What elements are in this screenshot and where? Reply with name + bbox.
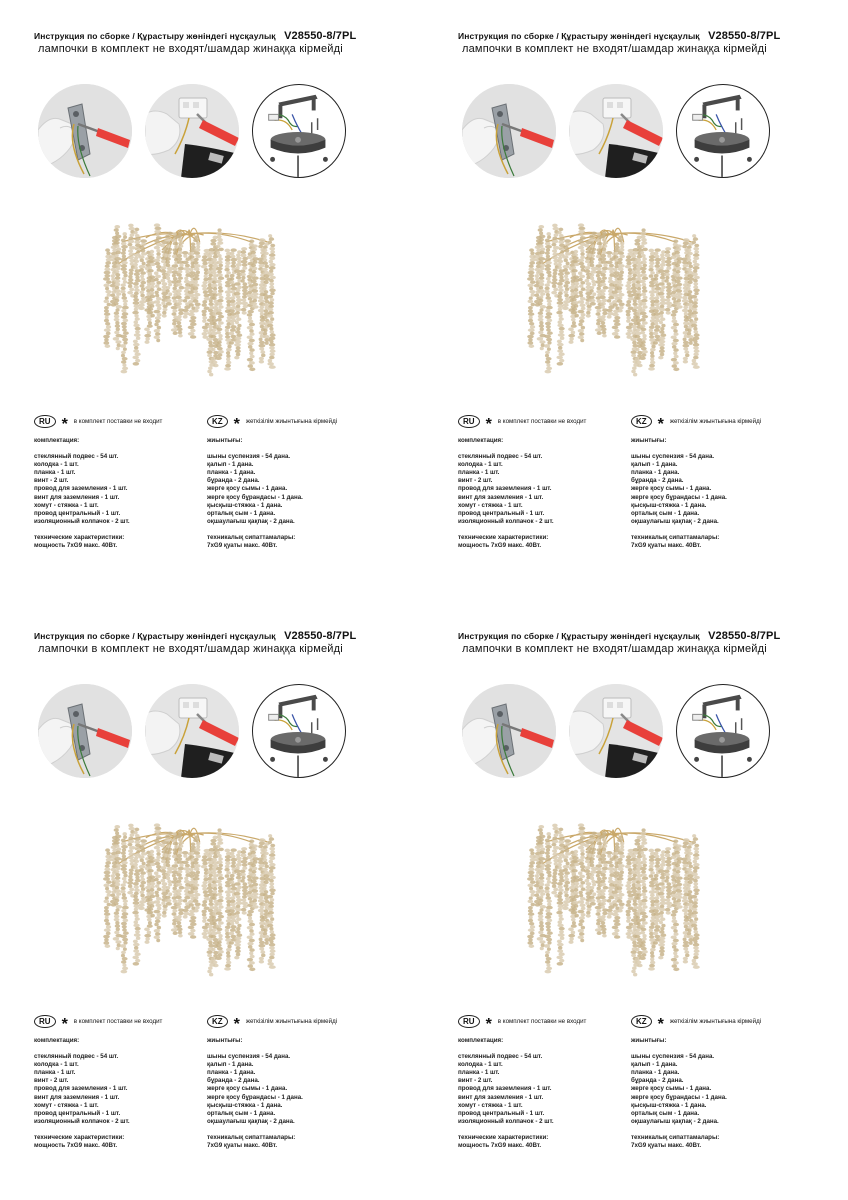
list-item: жерге қосу бұрандасы - 1 дана. (631, 1093, 727, 1101)
kz-contents-heading: жиынтығы: (207, 437, 243, 444)
ru-contents-heading: комплектация: (458, 437, 504, 444)
chandelier-image (524, 805, 704, 980)
ru-contents-heading: комплектация: (34, 1037, 80, 1044)
list-item: винт для заземления - 1 шт. (458, 493, 544, 501)
step-image-ground-wire (462, 84, 556, 178)
list-item: орталық сым - 1 дана. (631, 509, 700, 517)
ru-badge: RU (34, 1015, 56, 1028)
list-item: бұранда - 2 дана. (631, 1077, 684, 1085)
instruction-panel (0, 600, 424, 1200)
list-item: провод центральный - 1 шт. (458, 509, 545, 517)
list-item: изоляционный колпачок - 2 шт. (458, 1117, 554, 1125)
step-image-ground-wire (462, 684, 556, 778)
list-item: шыны суспензия - 54 дана. (631, 1053, 715, 1061)
list-item: планка - 1 шт. (458, 1069, 500, 1077)
list-item: шыны суспензия - 54 дана. (207, 453, 291, 461)
kz-badge: KZ (631, 415, 652, 428)
list-item: орталық сым - 1 дана. (207, 1109, 276, 1117)
model-number: V28550-8/7PL (708, 630, 781, 642)
kz-spec-value: 7хG9 қуаты макс. 40Вт. (631, 1142, 702, 1150)
kz-contents (207, 437, 303, 550)
step-image-mounting (676, 684, 770, 778)
asterisk-icon: * (485, 1015, 492, 1033)
kz-contents-heading: жиынтығы: (207, 1037, 243, 1044)
list-item: бұранда - 2 дана. (207, 1077, 260, 1085)
asterisk-icon: * (233, 1015, 240, 1033)
asterisk-icon: * (233, 415, 240, 433)
panel-title (34, 30, 356, 42)
list-item: провод для заземления - 1 шт. (458, 485, 552, 493)
kz-spec-value: 7хG9 қуаты макс. 40Вт. (631, 542, 702, 550)
list-item: винт для заземления - 1 шт. (458, 1093, 544, 1101)
kz-badge: KZ (631, 1015, 652, 1028)
kz-note-row (207, 415, 338, 433)
list-item: жерге қосу сымы - 1 дана. (631, 485, 712, 493)
kz-contents (631, 1037, 727, 1150)
list-item: планка - 1 дана. (207, 469, 256, 477)
list-item: планка - 1 дана. (207, 1069, 256, 1077)
list-item: қалып - 1 дана. (207, 1061, 254, 1069)
list-item: орталық сым - 1 дана. (631, 1109, 700, 1117)
ru-contents-heading: комплектация: (34, 437, 80, 444)
kz-spec-heading: техникалық сипаттамалары: (207, 533, 296, 541)
list-item: изоляционный колпачок - 2 шт. (34, 1117, 130, 1125)
kz-note-row (207, 1015, 338, 1033)
list-item: бұранда - 2 дана. (207, 477, 260, 485)
list-item: оқшаулағыш қақпақ - 2 дана. (207, 517, 295, 525)
list-item: жерге қосу сымы - 1 дана. (207, 485, 288, 493)
step-image-ground-wire (38, 684, 132, 778)
list-item: планка - 1 шт. (34, 469, 76, 477)
step-image-terminal (569, 84, 663, 178)
instruction-panel (0, 0, 424, 600)
ru-contents (458, 437, 554, 550)
kz-spec-heading: техникалық сипаттамалары: (207, 1133, 296, 1141)
ru-contents (34, 1037, 130, 1150)
kz-spec-heading: техникалық сипаттамалары: (631, 1133, 720, 1141)
ru-contents (458, 1037, 554, 1150)
kz-note-row (631, 415, 762, 433)
list-item: қалып - 1 дана. (631, 1061, 678, 1069)
ru-spec-heading: технические характеристики: (34, 1133, 125, 1141)
panel-title (34, 630, 356, 642)
list-item: стеклянный подвес - 54 шт. (34, 1053, 119, 1061)
panel-title (458, 30, 780, 42)
ru-spec-heading: технические характеристики: (458, 1133, 549, 1141)
bulbs-note: лампочки в комплект не входят/шамдар жинаққа кірмейді (462, 43, 767, 55)
list-item: провод центральный - 1 шт. (34, 1109, 121, 1117)
model-number: V28550-8/7PL (708, 30, 781, 42)
list-item: винт - 2 шт. (458, 1077, 493, 1085)
list-item: жерге қосу бұрандасы - 1 дана. (207, 1093, 303, 1101)
ru-note: в комплект поставки не входит (73, 1018, 163, 1025)
list-item: винт для заземления - 1 шт. (34, 1093, 120, 1101)
asterisk-icon: * (61, 1015, 68, 1033)
list-item: колодка - 1 шт. (458, 1061, 503, 1069)
list-item: провод для заземления - 1 шт. (34, 485, 128, 493)
kz-note: жеткізілім жиынтығына кірмейді (245, 1018, 338, 1025)
list-item: винт для заземления - 1 шт. (34, 493, 120, 501)
title-text: Инструкция по сборке / Құрастыру жөніндегі нұсқаулық (34, 631, 276, 641)
kz-badge: KZ (207, 1015, 228, 1028)
bulbs-note: лампочки в комплект не входят/шамдар жинаққа кірмейді (38, 643, 343, 655)
ru-note-row (34, 415, 163, 433)
asterisk-icon: * (657, 415, 664, 433)
list-item: қысқыш-стяжка - 1 дана. (207, 501, 283, 509)
step-image-ground-wire (38, 84, 132, 178)
list-item: хомут - стяжка - 1 шт. (34, 501, 99, 509)
list-item: шыны суспензия - 54 дана. (631, 453, 715, 461)
list-item: хомут - стяжка - 1 шт. (34, 1101, 99, 1109)
list-item: провод для заземления - 1 шт. (458, 1085, 552, 1093)
list-item: оқшаулағыш қақпақ - 2 дана. (631, 1117, 719, 1125)
list-item: изоляционный колпачок - 2 шт. (458, 517, 554, 525)
list-item: провод центральный - 1 шт. (458, 1109, 545, 1117)
list-item: жерге қосу бұрандасы - 1 дана. (631, 493, 727, 501)
model-number: V28550-8/7PL (284, 630, 357, 642)
ru-spec-value: мощность 7хG9 макс. 40Вт. (34, 1142, 118, 1150)
asterisk-icon: * (485, 415, 492, 433)
kz-contents (207, 1037, 303, 1150)
chandelier-image (524, 205, 704, 380)
bulbs-note: лампочки в комплект не входят/шамдар жинаққа кірмейді (38, 43, 343, 55)
list-item: жерге қосу сымы - 1 дана. (207, 1085, 288, 1093)
list-item: винт - 2 шт. (34, 1077, 69, 1085)
ru-badge: RU (458, 1015, 480, 1028)
list-item: планка - 1 шт. (34, 1069, 76, 1077)
ru-note-row (458, 415, 587, 433)
list-item: қалып - 1 дана. (207, 461, 254, 469)
kz-note: жеткізілім жиынтығына кірмейді (669, 418, 762, 425)
kz-note: жеткізілім жиынтығына кірмейді (669, 1018, 762, 1025)
list-item: оқшаулағыш қақпақ - 2 дана. (631, 517, 719, 525)
title-text: Инструкция по сборке / Құрастыру жөніндегі нұсқаулық (458, 31, 700, 41)
list-item: провод для заземления - 1 шт. (34, 1085, 128, 1093)
list-item: шыны суспензия - 54 дана. (207, 1053, 291, 1061)
list-item: қысқыш-стяжка - 1 дана. (631, 501, 707, 509)
list-item: винт - 2 шт. (458, 477, 493, 485)
instruction-panel (424, 0, 848, 600)
list-item: планка - 1 шт. (458, 469, 500, 477)
kz-badge: KZ (207, 415, 228, 428)
list-item: провод центральный - 1 шт. (34, 509, 121, 517)
kz-spec-value: 7хG9 қуаты макс. 40Вт. (207, 1142, 278, 1150)
list-item: стеклянный подвес - 54 шт. (34, 453, 119, 461)
ru-note-row (458, 1015, 587, 1033)
step-image-mounting (676, 84, 770, 178)
list-item: стеклянный подвес - 54 шт. (458, 453, 543, 461)
step-image-mounting (252, 84, 346, 178)
instruction-panel (424, 600, 848, 1200)
bulbs-note: лампочки в комплект не входят/шамдар жинаққа кірмейді (462, 643, 767, 655)
list-item: бұранда - 2 дана. (631, 477, 684, 485)
ru-badge: RU (458, 415, 480, 428)
ru-spec-value: мощность 7хG9 макс. 40Вт. (458, 542, 542, 550)
ru-note: в комплект поставки не входит (497, 1018, 587, 1025)
ru-badge: RU (34, 415, 56, 428)
ru-note: в комплект поставки не входит (497, 418, 587, 425)
kz-note-row (631, 1015, 762, 1033)
step-image-terminal (145, 684, 239, 778)
list-item: стеклянный подвес - 54 шт. (458, 1053, 543, 1061)
kz-note: жеткізілім жиынтығына кірмейді (245, 418, 338, 425)
list-item: хомут - стяжка - 1 шт. (458, 1101, 523, 1109)
chandelier-image (100, 205, 280, 380)
list-item: оқшаулағыш қақпақ - 2 дана. (207, 1117, 295, 1125)
title-text: Инструкция по сборке / Құрастыру жөніндегі нұсқаулық (458, 631, 700, 641)
list-item: қысқыш-стяжка - 1 дана. (207, 1101, 283, 1109)
kz-contents-heading: жиынтығы: (631, 437, 667, 444)
ru-spec-value: мощность 7хG9 макс. 40Вт. (34, 542, 118, 550)
list-item: планка - 1 дана. (631, 469, 680, 477)
ru-contents (34, 437, 130, 550)
list-item: винт - 2 шт. (34, 477, 69, 485)
ru-spec-heading: технические характеристики: (458, 533, 549, 541)
list-item: колодка - 1 шт. (458, 461, 503, 469)
kz-contents (631, 437, 727, 550)
step-image-terminal (145, 84, 239, 178)
ru-spec-value: мощность 7хG9 макс. 40Вт. (458, 1142, 542, 1150)
step-image-mounting (252, 684, 346, 778)
list-item: колодка - 1 шт. (34, 1061, 79, 1069)
asterisk-icon: * (61, 415, 68, 433)
panel-title (458, 630, 780, 642)
list-item: изоляционный колпачок - 2 шт. (34, 517, 130, 525)
kz-spec-value: 7хG9 қуаты макс. 40Вт. (207, 542, 278, 550)
chandelier-image (100, 805, 280, 980)
kz-spec-heading: техникалық сипаттамалары: (631, 533, 720, 541)
kz-contents-heading: жиынтығы: (631, 1037, 667, 1044)
model-number: V28550-8/7PL (284, 30, 357, 42)
list-item: хомут - стяжка - 1 шт. (458, 501, 523, 509)
list-item: қалып - 1 дана. (631, 461, 678, 469)
ru-note-row (34, 1015, 163, 1033)
ru-spec-heading: технические характеристики: (34, 533, 125, 541)
list-item: колодка - 1 шт. (34, 461, 79, 469)
list-item: жерге қосу сымы - 1 дана. (631, 1085, 712, 1093)
list-item: орталық сым - 1 дана. (207, 509, 276, 517)
step-image-terminal (569, 684, 663, 778)
asterisk-icon: * (657, 1015, 664, 1033)
list-item: қысқыш-стяжка - 1 дана. (631, 1101, 707, 1109)
ru-note: в комплект поставки не входит (73, 418, 163, 425)
title-text: Инструкция по сборке / Құрастыру жөніндегі нұсқаулық (34, 31, 276, 41)
list-item: жерге қосу бұрандасы - 1 дана. (207, 493, 303, 501)
ru-contents-heading: комплектация: (458, 1037, 504, 1044)
list-item: планка - 1 дана. (631, 1069, 680, 1077)
